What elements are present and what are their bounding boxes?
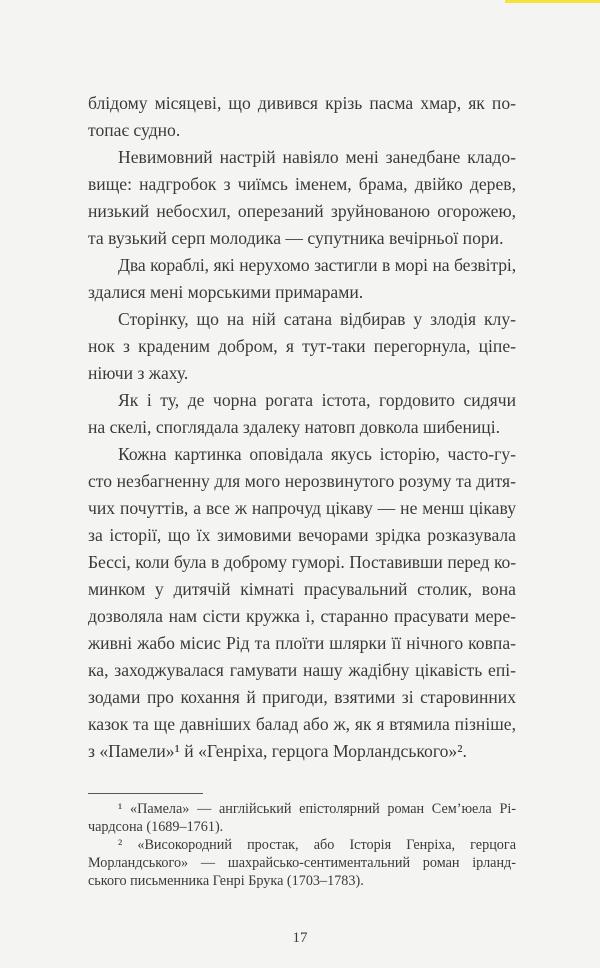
paragraph-line: з «Памели»¹ й «Генріха, герцога Морландського»². xyxy=(88,741,467,761)
paragraph-line: на скелі, споглядала здалеку натовп довкола шибениці. xyxy=(88,417,500,437)
paragraph-line: здалися мені морськими примарами. xyxy=(88,282,364,302)
paragraph-line: за історії, що їх зимовими вечорами зрідка розказувала xyxy=(88,525,516,545)
paragraph-line: ка, заходжувалася гамувати нашу жадібну цікавість епі- xyxy=(88,660,516,680)
yellow-edge-strip xyxy=(505,0,600,3)
footnote-line: Морландського» — шахрайсько-сентиментальний роман ірланд- xyxy=(88,855,516,871)
paragraph-line: сто незбагненну для мого нерозвинутого розуму та дитя- xyxy=(88,471,516,491)
paragraph-line: чих почуттів, а все ж напрочуд цікаву — не менш цікаву xyxy=(88,498,516,518)
paragraph-line: вище: надгробок з чиїмсь іменем, брама, двійко дерев, xyxy=(88,174,516,194)
paragraph xyxy=(88,306,516,387)
footnote-line: ¹ «Памела» — англійський епістолярний роман Сем’юела Рі- xyxy=(118,801,516,817)
paragraph xyxy=(88,441,516,765)
paragraph-line: топає судно. xyxy=(88,120,181,140)
footnote-line: чардсона (1689–1761). xyxy=(88,819,224,835)
footnotes xyxy=(88,800,516,890)
page-number: 17 xyxy=(292,930,308,946)
paragraph-line: Як і ту, де чорна рогата істота, гордовито сидячи xyxy=(118,390,516,410)
paragraph xyxy=(88,387,516,441)
paragraph-line: минком у дитячій кімнаті прасувальний столик, вона xyxy=(88,579,516,599)
paragraph-line: та вузький серп молодика — супутника вечірньої пори. xyxy=(88,228,504,248)
paragraph-line: зодами про кохання й пригоди, взятими зі старовинних xyxy=(88,687,516,707)
footnote xyxy=(88,836,516,890)
paragraph xyxy=(88,144,516,252)
paragraph xyxy=(88,252,516,306)
footnote-line: ² «Високородний простак, або Історія Генріха, герцога xyxy=(118,837,516,853)
paragraph-line: Бессі, коли була в доброму гуморі. Поставивши перед ко- xyxy=(88,552,516,572)
footnote-line: ського письменника Генрі Брука (1703–1783). xyxy=(88,873,364,889)
paragraph-line: Два кораблі, які нерухомо застигли в морі на безвітрі, xyxy=(118,255,516,275)
paragraph-line: Невимовний настрій навіяло мені занедбане кладо- xyxy=(118,147,516,167)
footnote xyxy=(88,800,516,836)
footnote-divider xyxy=(88,793,203,794)
paragraph-line: Сторінку, що на ній сатана відбирав у злодія клу- xyxy=(118,309,516,329)
paragraph-line: ніючи з жаху. xyxy=(88,363,189,383)
paragraph-line: блідому місяцеві, що дивився крізь пасма хмар, як по- xyxy=(88,93,516,113)
paragraph-line: живні жабо місис Рід та плоїти шлярки її нічного ковпа- xyxy=(88,633,516,653)
paragraph-line: дозволяла нам сісти кружка і, старанно прасувати мере- xyxy=(88,606,516,626)
paragraph-line: низький небосхил, оперезаний зруйнованою огорожею, xyxy=(88,201,516,221)
paragraph xyxy=(88,90,516,144)
paragraph-line: нок з краденим добром, я тут-таки перегорнула, ціпе- xyxy=(88,336,516,356)
paragraph-line: Кожна картинка оповідала якусь історію, часто-гу- xyxy=(118,444,516,464)
body-text xyxy=(88,90,516,765)
page-column xyxy=(88,0,516,968)
paragraph-line: казок та ще давніших балад або ж, як я втямила пізніше, xyxy=(88,714,516,734)
